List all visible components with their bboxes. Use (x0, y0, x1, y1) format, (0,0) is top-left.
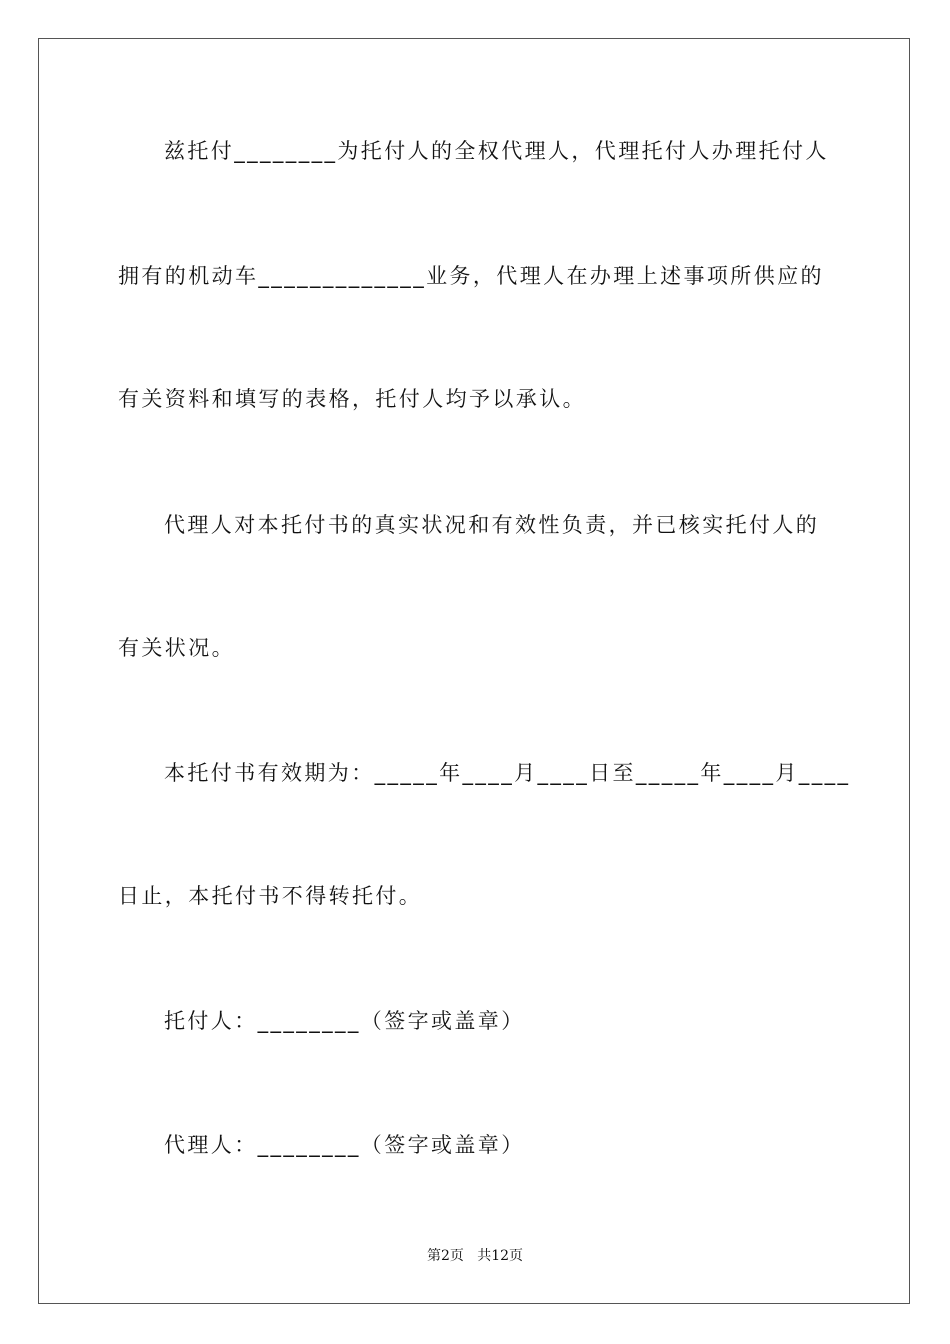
page-indicator: 第2页 共12页 (426, 1248, 524, 1264)
paragraph-delegation-line-3: 有关资料和填写的表格，托付人均予以承认。 (118, 387, 586, 411)
paragraph-delegation-line-1: 兹托付________为托付人的全权代理人，代理托付人办理托付人 (164, 139, 829, 163)
signature-agent: 代理人：________（签字或盖章） (164, 1133, 525, 1157)
page-frame (38, 38, 910, 1304)
paragraph-responsibility-line-1: 代理人对本托付书的真实状况和有效性负责，并已核实托付人的 (164, 513, 820, 537)
paragraph-responsibility-line-2: 有关状况。 (118, 636, 235, 660)
paragraph-delegation-line-2: 拥有的机动车_____________业务，代理人在办理上述事项所供应的 (118, 264, 824, 288)
paragraph-validity-line-1: 本托付书有效期为：_____年____月____日至_____年____月____ (164, 761, 851, 785)
paragraph-validity-line-2: 日止，本托付书不得转托付。 (118, 884, 423, 908)
signature-principal: 托付人：________（签字或盖章） (164, 1009, 525, 1033)
